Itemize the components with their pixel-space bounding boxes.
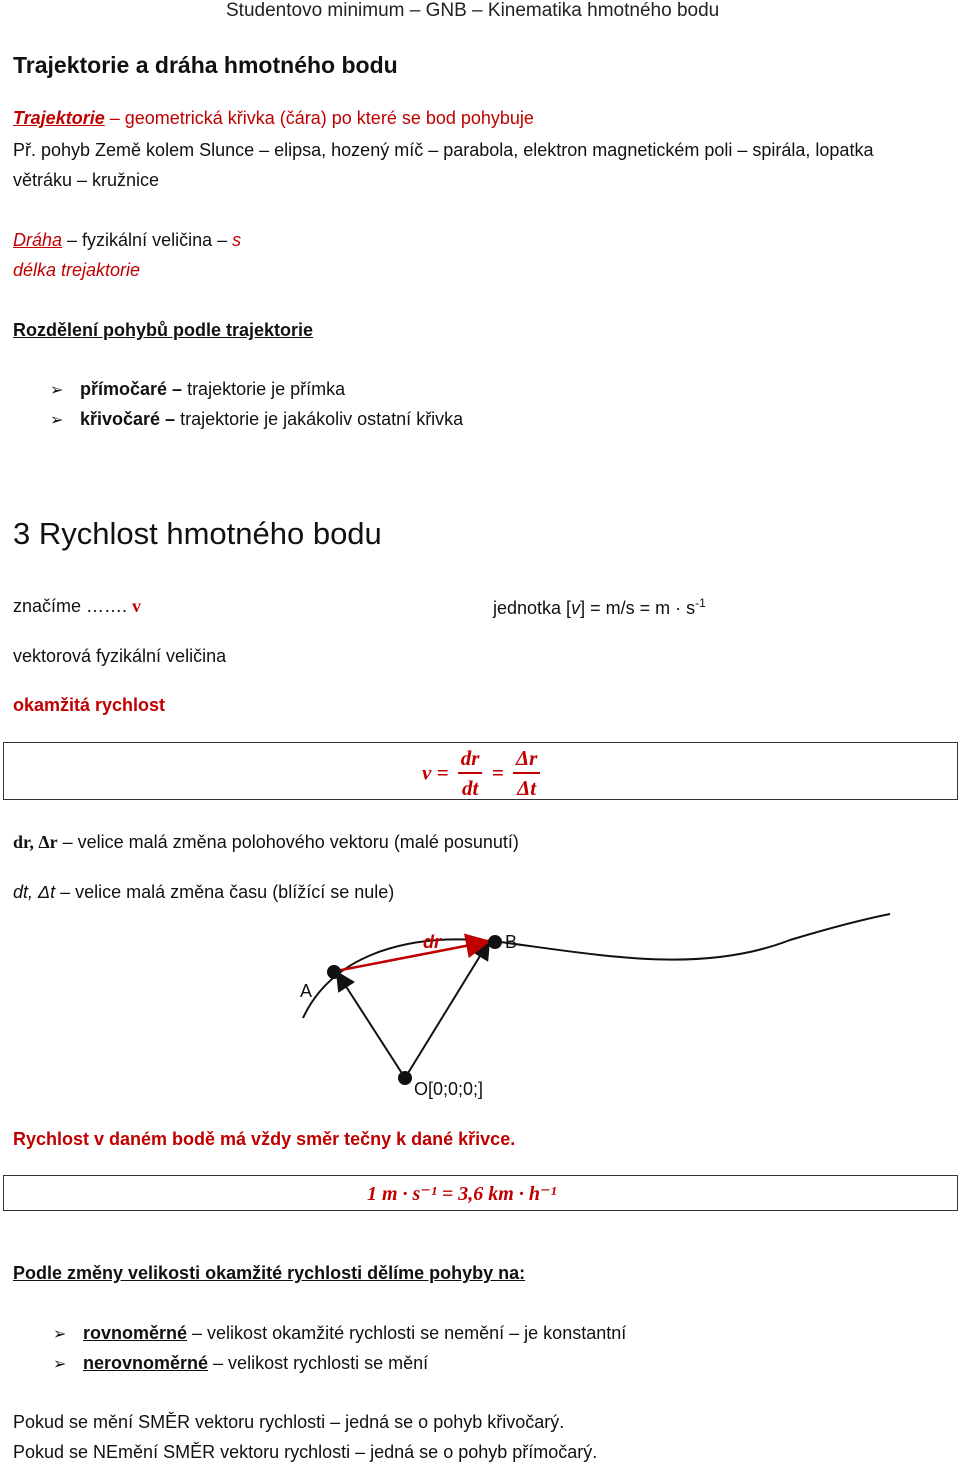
arrow-bullet-icon: ➢ <box>53 1356 67 1373</box>
conversion-box <box>3 1175 958 1211</box>
label-dr: dr <box>423 932 441 952</box>
label-origin: O[0;0;0;] <box>414 1079 484 1099</box>
velocity-symbol: v <box>132 596 142 616</box>
list-item: ➢ křivočaré – trajektorie je jakákoliv ostatní křivka <box>50 409 464 429</box>
trajektorie-term: Trajektorie <box>13 108 105 128</box>
arrow-bullet-icon: ➢ <box>50 382 64 399</box>
list-item: ➢ přímočaré – trajektorie je přímka <box>50 379 346 399</box>
arrow-bullet-icon: ➢ <box>53 1326 67 1343</box>
arrow-bullet-icon: ➢ <box>50 412 64 429</box>
page-header: Studentovo minimum – GNB – Kinematika hmotného bodu <box>226 0 720 21</box>
draha-symbol: s <box>232 230 242 250</box>
section-title: Trajektorie a dráha hmotného bodu <box>13 52 398 78</box>
footer-line-2: Pokud se NEmění SMĚR vektoru rychlosti – jedná se o pohyb přímočarý. <box>13 1442 598 1462</box>
trajektorie-desc: – geometrická křivka (čára) po které se bod pohybuje <box>104 108 534 128</box>
label-a: A <box>300 981 313 1001</box>
point-a <box>327 965 341 979</box>
footer-line-1: Pokud se mění SMĚR vektoru rychlosti – jedná se o pohyb křivočarý. <box>13 1412 565 1432</box>
label-b: B <box>505 932 518 952</box>
draha-term: Dráha <box>13 230 63 250</box>
change-title: Podle změny velikosti okamžité rychlosti dělíme pohyby na: <box>13 1263 526 1283</box>
vector-text: vektorová fyzikální veličina <box>13 646 227 666</box>
example-line-2: větráku – kružnice <box>13 170 160 190</box>
displacement-vector-dr <box>336 942 486 971</box>
section-heading: 3 Rychlost hmotného bodu <box>13 516 382 551</box>
position-vector-a <box>338 974 405 1078</box>
origin-point <box>398 1071 412 1085</box>
velocity-formula: v = $\frac{dr}{dt}$ = $\frac{\Delta r}{\Delta t}$ <box>422 744 544 802</box>
draha-length: délka trejaktorie <box>13 260 141 280</box>
example-line-1: Př. pohyb Země kolem Slunce – elipsa, hozený míč – parabola, elektron magnetickém poli – spirála, lopatka <box>13 140 874 160</box>
list-item: ➢ rovnoměrné – velikost okamžité rychlosti se nemění – je konstantní <box>53 1323 627 1343</box>
draha-desc: – fyzikální veličina – <box>62 230 233 250</box>
dt-line: dt, Δt – velice malá změna času (blížící se nule) <box>13 882 395 902</box>
trajectory-curve <box>303 914 890 1018</box>
conversion-formula: 1 m · s⁻¹ = 3,6 km · h⁻¹ <box>367 1183 557 1205</box>
symbol-line: značíme ……. v <box>13 596 142 616</box>
list-item: ➢ nerovnoměrné – velikost rychlosti se mění <box>53 1353 429 1373</box>
point-b <box>488 935 502 949</box>
position-vector-b <box>405 943 488 1078</box>
tangent-note: Rychlost v daném bodě má vždy směr tečny k dané křivce. <box>13 1129 516 1149</box>
instant-velocity-label: okamžitá rychlost <box>13 695 166 715</box>
unit-line: jednotka $[v] = m/s = m \cdot s^{-1}$ <box>493 596 706 618</box>
dr-line: dr, Δr – velice malá změna polohového vektoru (malé posunutí) <box>13 832 519 852</box>
division-title: Rozdělení pohybů podle trajektorie <box>13 320 314 340</box>
